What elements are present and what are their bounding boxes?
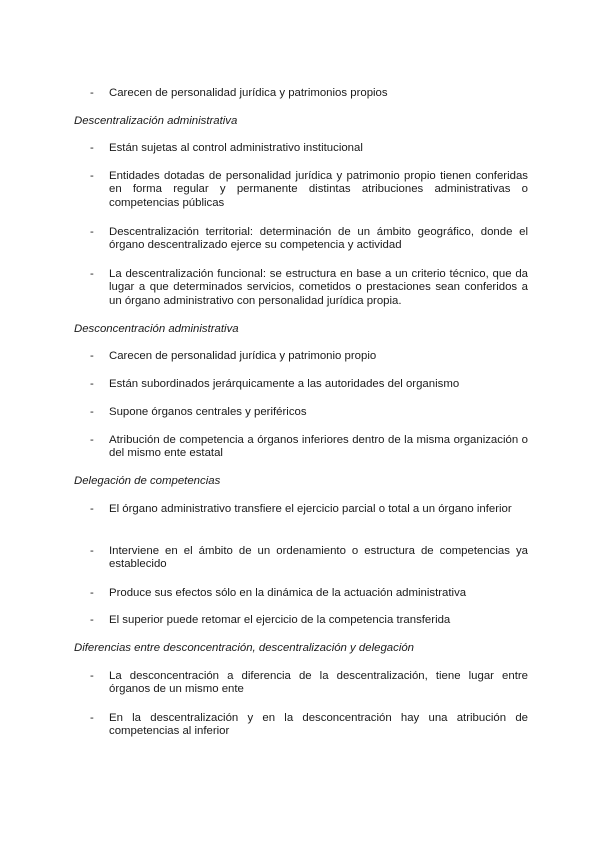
bullet-dash: -: [90, 545, 94, 557]
list-item: [90, 503, 528, 516]
list-item: [90, 87, 528, 100]
bullet-dash: -: [90, 614, 94, 626]
section-heading-desconcentracion: Desconcentración administrativa: [74, 323, 239, 335]
bullet-dash: -: [90, 670, 94, 682]
list-item-text: En la descentralización y en la desconcentración hay una atribución de competencias al inferior: [109, 712, 528, 738]
bullet-dash: -: [90, 434, 94, 446]
list-item: [90, 614, 528, 627]
section-heading-delegacion: Delegación de competencias: [74, 475, 221, 487]
bullet-dash: -: [90, 226, 94, 238]
bullet-dash: -: [90, 87, 94, 99]
list-item: [90, 226, 528, 253]
bullet-dash: -: [90, 712, 94, 724]
bullet-dash: -: [90, 142, 94, 154]
list-item-text: Descentralización territorial: determinación de un ámbito geográfico, donde el órgano descentralizado ejerce su competencia y actividad: [109, 226, 528, 252]
section-heading-diferencias: Diferencias entre desconcentración, descentralización y delegación: [74, 642, 415, 654]
list-item: [90, 545, 528, 572]
list-item-text: Carecen de personalidad jurídica y patrimonios propios: [109, 87, 388, 99]
bullet-dash: -: [90, 350, 94, 362]
list-item-text: Produce sus efectos sólo en la dinámica de la actuación administrativa: [109, 587, 467, 599]
list-item: [90, 406, 528, 419]
bullet-dash: -: [90, 378, 94, 390]
list-item: [90, 378, 528, 391]
list-item-text: El superior puede retomar el ejercicio de la competencia transferida: [109, 614, 451, 626]
list-item: [90, 587, 528, 600]
bullet-dash: -: [90, 268, 94, 280]
list-item: [90, 170, 528, 210]
section-heading-descentralizacion: Descentralización administrativa: [74, 115, 238, 127]
list-item-text: Carecen de personalidad jurídica y patrimonio propio: [109, 350, 377, 362]
list-item: [90, 142, 528, 155]
list-item-text: Atribución de competencia a órganos inferiores dentro de la misma organización o del mismo ente estatal: [109, 434, 528, 460]
list-item: [90, 434, 528, 461]
bullet-dash: -: [90, 170, 94, 182]
list-item-text: Entidades dotadas de personalidad jurídica y patrimonio propio tienen conferidas en forma regular y permanente distintas atribuciones administrativas o competencias públicas: [109, 170, 528, 209]
list-item-text: El órgano administrativo transfiere el ejercicio parcial o total a un órgano inferior: [109, 503, 512, 515]
list-item-text: Están subordinados jerárquicamente a las autoridades del organismo: [109, 378, 460, 390]
list-item-text: Interviene en el ámbito de un ordenamiento o estructura de competencias ya establecido: [109, 545, 528, 571]
list-item-text: Supone órganos centrales y periféricos: [109, 406, 307, 418]
list-item-text: Están sujetas al control administrativo institucional: [109, 142, 363, 154]
list-item: [90, 350, 528, 363]
list-item: [90, 712, 528, 739]
list-item: [90, 268, 528, 308]
list-item: [90, 670, 528, 697]
list-item-text: La descentralización funcional: se estructura en base a un criterio técnico, que da lugar a que determinados servicios, cometidos o prestaciones sean conferidos a un órgano administrativo con personalidad jurídica propia.: [109, 268, 528, 307]
bullet-dash: -: [90, 503, 94, 515]
bullet-dash: -: [90, 406, 94, 418]
list-item-text: La desconcentración a diferencia de la descentralización, tiene lugar entre órganos de un mismo ente: [109, 670, 528, 696]
bullet-dash: -: [90, 587, 94, 599]
